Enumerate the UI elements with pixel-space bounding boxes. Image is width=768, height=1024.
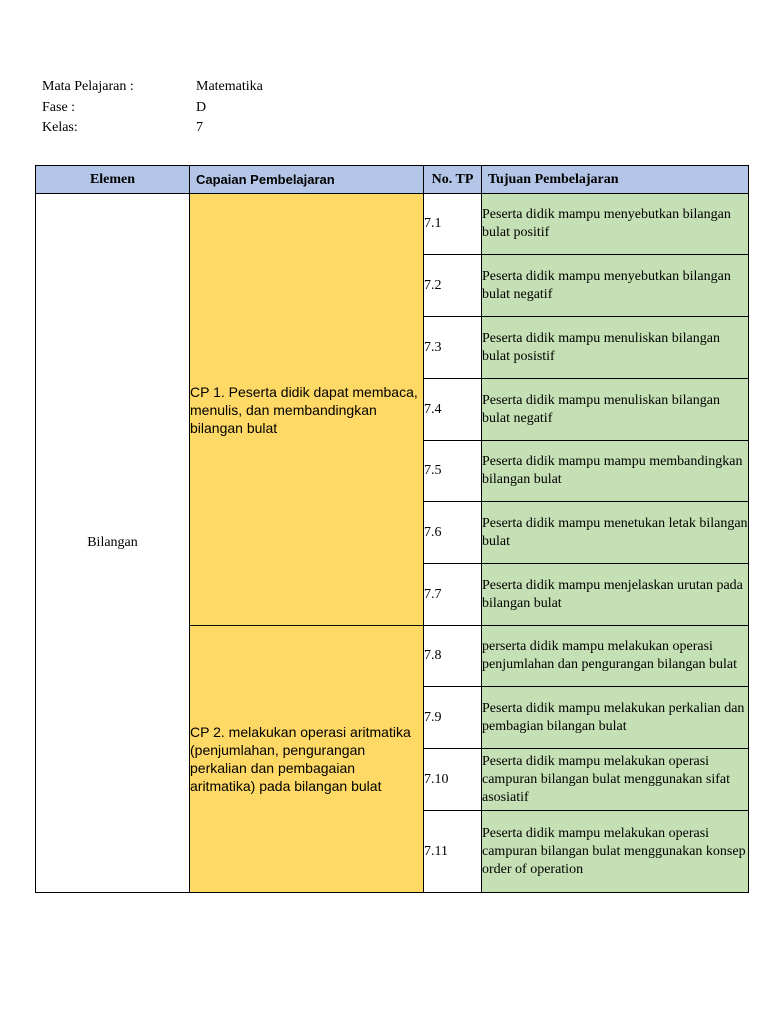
cp-2-cell: CP 2. melakukan operasi aritmatika (penjumlahan, pengurangan perkalian dan pembagaian aritmatika) pada bilangan bulat	[190, 626, 424, 893]
tujuan-cell: Peserta didik mampu melakukan operasi campuran bilangan bulat menggunakan sifat asosiatif	[482, 749, 749, 811]
no-tp-cell: 7.3	[424, 317, 482, 379]
header-tujuan-pembelajaran: Tujuan Pembelajaran	[482, 166, 749, 194]
tujuan-cell: Peserta didik mampu menuliskan bilangan bulat negatif	[482, 379, 749, 441]
no-tp-cell: 7.2	[424, 255, 482, 317]
no-tp-cell: 7.6	[424, 502, 482, 564]
table-row	[36, 194, 749, 255]
no-tp-cell: 7.9	[424, 687, 482, 749]
no-tp-cell: 7.11	[424, 811, 482, 893]
no-tp-cell: 7.4	[424, 379, 482, 441]
no-tp-cell: 7.5	[424, 441, 482, 502]
tujuan-cell: Peserta didik mampu menjelaskan urutan pada bilangan bulat	[482, 564, 749, 626]
tujuan-cell: Peserta didik mampu menyebutkan bilangan bulat positif	[482, 194, 749, 255]
tujuan-cell: perserta didik mampu melakukan operasi penjumlahan dan pengurangan bilangan bulat	[482, 626, 749, 687]
header-elemen: Elemen	[36, 166, 190, 194]
header-capaian-pembelajaran: Capaian Pembelajaran	[190, 166, 424, 194]
tujuan-pembelajaran-table	[35, 165, 749, 893]
kelas-label: Kelas:	[42, 120, 78, 135]
tujuan-cell: Peserta didik mampu menyebutkan bilangan bulat negatif	[482, 255, 749, 317]
tujuan-cell: Peserta didik mampu menetukan letak bilangan bulat	[482, 502, 749, 564]
no-tp-cell: 7.1	[424, 194, 482, 255]
table-header-row	[36, 166, 749, 194]
kelas-value: 7	[196, 120, 203, 135]
fase-label: Fase :	[42, 99, 76, 115]
header-no-tp: No. TP	[424, 166, 482, 194]
tujuan-cell: Peserta didik mampu mampu membandingkan bilangan bulat	[482, 441, 749, 502]
document-metadata	[42, 77, 263, 139]
tujuan-cell: Peserta didik mampu menuliskan bilangan bulat posistif	[482, 317, 749, 379]
no-tp-cell: 7.7	[424, 564, 482, 626]
no-tp-cell: 7.10	[424, 749, 482, 811]
meta-row-mata-pelajaran	[42, 77, 263, 98]
meta-row-kelas	[42, 118, 263, 139]
elemen-cell: Bilangan	[36, 194, 190, 893]
no-tp-cell: 7.8	[424, 626, 482, 687]
tujuan-cell: Peserta didik mampu melakukan operasi campuran bilangan bulat menggunakan konsep order of operation	[482, 811, 749, 893]
mata-pelajaran-label: Mata Pelajaran :	[42, 79, 134, 94]
tujuan-cell: Peserta didik mampu melakukan perkalian dan pembagian bilangan bulat	[482, 687, 749, 749]
cp-1-cell: CP 1. Peserta didik dapat membaca, menulis, dan membandingkan bilangan bulat	[190, 194, 424, 626]
meta-row-fase	[42, 98, 263, 119]
fase-value: D	[196, 99, 207, 115]
mata-pelajaran-value: Matematika	[196, 79, 263, 94]
